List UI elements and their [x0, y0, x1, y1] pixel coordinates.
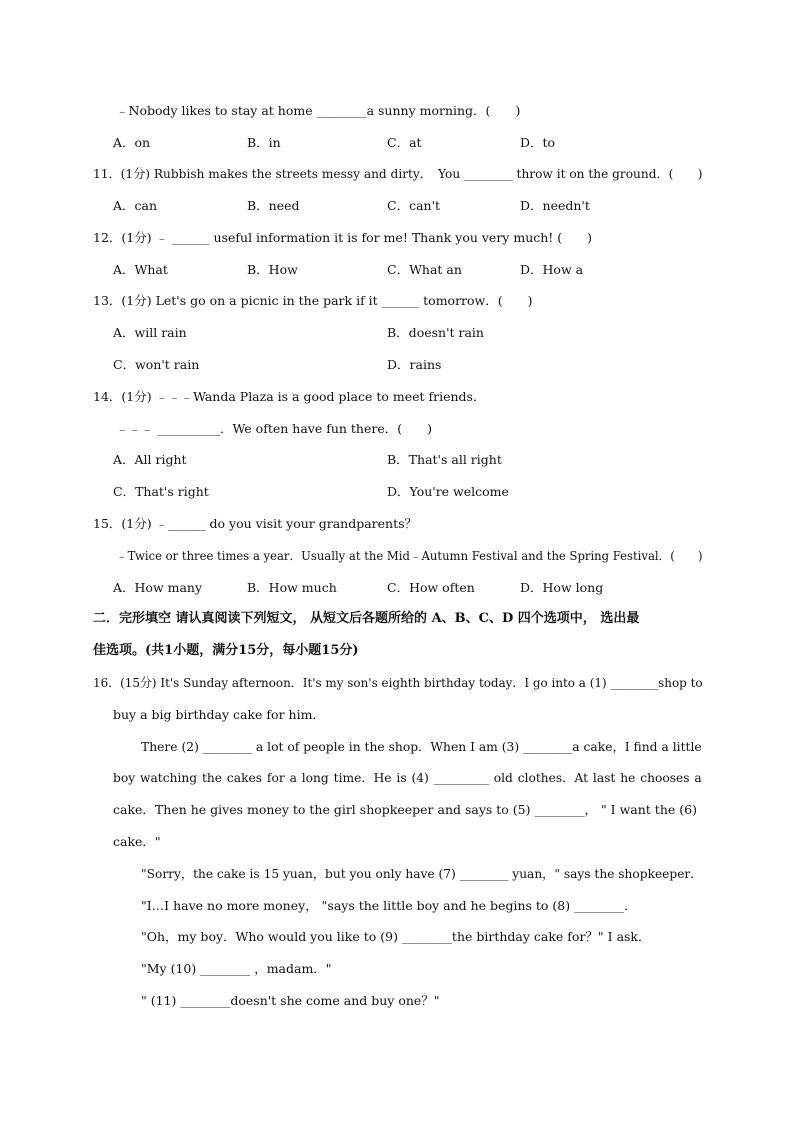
q16-line-9: "Oh，my boy．Who would you like to (9) ________the birthday cake for？" I ask． [141, 929, 651, 944]
section-heading-line2: 佳选项。(共1小题，满分15分，每小题15分) [93, 643, 359, 658]
q11-option-b[interactable]: B．need [247, 198, 300, 213]
q14-stem: 14．(1分) ﹣﹣﹣Wanda Plaza is a good place to meet friends． [93, 389, 486, 404]
q16-line-2: buy a big birthday cake for him． [113, 707, 325, 722]
q16-line-11: " (11) ________doesn't she come and buy one？" [141, 993, 440, 1008]
q12-option-d[interactable]: D．How a [520, 262, 584, 277]
q14-stem-response: ﹣﹣﹣ __________．We often have fun there．( ) [116, 421, 433, 436]
q12-option-b[interactable]: B．How [247, 262, 298, 277]
q16-line-1: 16．(15分) It's Sunday afternoon．It's my son's eighth birthday today．I go into a (1) ________shop to [93, 675, 703, 690]
q12-stem: 12．(1分) ﹣ ______ useful information it is for me! Thank you very much! ( ) [93, 230, 593, 245]
q15-option-c[interactable]: C．How often [387, 580, 475, 595]
q14-option-a[interactable]: A．All right [113, 452, 187, 467]
q12-option-a[interactable]: A．What [113, 262, 168, 277]
q13-stem: 13．(1分) Let's go on a picnic in the park if it ______ tomorrow．( ) [93, 293, 533, 308]
q15-option-a[interactable]: A．How many [113, 580, 203, 595]
q16-line-7: "Sorry，the cake is 15 yuan，but you only have (7) ________ yuan，" says the shopkeeper． [141, 866, 703, 881]
q13-option-a[interactable]: A．will rain [113, 325, 187, 340]
q16-line-5: cake．Then he gives money to the girl shopkeeper and says to (5) ________， " I want the (6) [113, 802, 697, 817]
q13-option-b[interactable]: B．doesn't rain [387, 325, 484, 340]
q11-option-d[interactable]: D．needn't [520, 198, 590, 213]
q14-option-c[interactable]: C．That's right [113, 484, 209, 499]
q10-option-c[interactable]: C．at [387, 135, 422, 150]
q10-stem: ﹣Nobody likes to stay at home ________a sunny morning．( ) [116, 103, 521, 118]
q16-line-4: boy watching the cakes for a long time．He is (4) _________ old clothes．At last he chooses a [113, 770, 702, 785]
q16-line-10: "My (10) ________ ，madam．" [141, 961, 332, 976]
q12-option-c[interactable]: C．What an [387, 262, 462, 277]
q15-option-d[interactable]: D．How long [520, 580, 604, 595]
q16-line-8: "I…I have no more money， "says the little boy and he begins to (8) ________． [141, 898, 637, 913]
q11-stem: 11．(1分) Rubbish makes the streets messy and dirty． You ________ throw it on the ground．( ) [93, 166, 703, 181]
section-heading-line1: 二．完形填空 请认真阅读下列短文， 从短文后各题所给的 A、B、C、D 四个选项中， 选出最 [93, 611, 640, 626]
q11-option-a[interactable]: A．can [113, 198, 158, 213]
q10-option-d[interactable]: D．to [520, 135, 556, 150]
q10-option-a[interactable]: A．on [113, 135, 151, 150]
q14-option-b[interactable]: B．That's all right [387, 452, 502, 467]
q13-option-d[interactable]: D．rains [387, 357, 442, 372]
q15-stem-response: ﹣Twice or three times a year．Usually at the Mid﹣Autumn Festival and the Spring Festival．( ) [116, 548, 703, 563]
q15-option-b[interactable]: B．How much [247, 580, 337, 595]
q16-line-3: There (2) ________ a lot of people in the shop．When I am (3) ________a cake，I find a little [141, 739, 702, 754]
q15-stem: 15．(1分) ﹣______ do you visit your grandparents？ [93, 516, 418, 531]
q14-option-d[interactable]: D．You're welcome [387, 484, 509, 499]
q13-option-c[interactable]: C．won't rain [113, 357, 200, 372]
q11-option-c[interactable]: C．can't [387, 198, 441, 213]
q10-option-b[interactable]: B．in [247, 135, 281, 150]
q16-line-6: cake．" [113, 834, 161, 849]
